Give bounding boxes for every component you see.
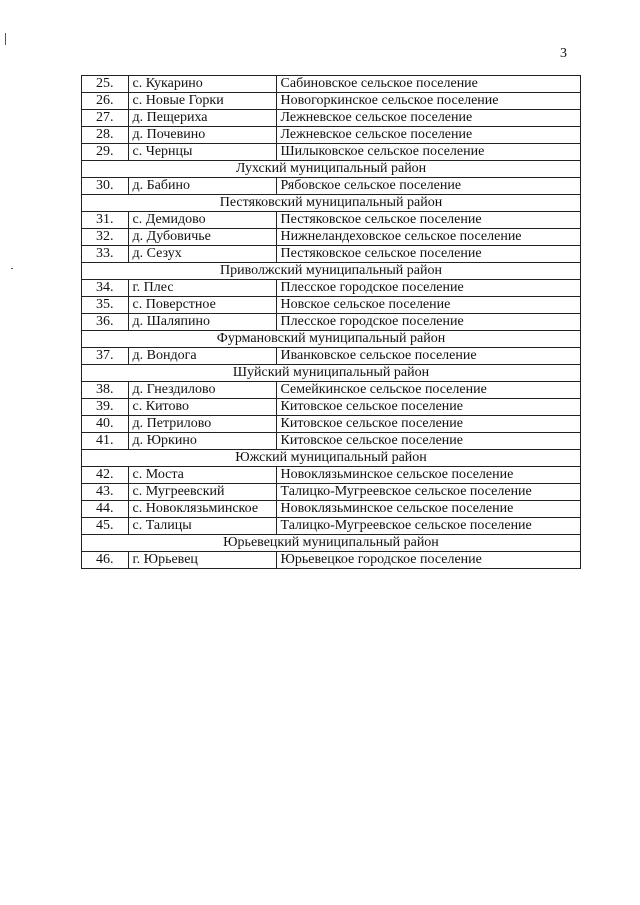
settlement-name: Пестяковское сельское поселение: [276, 212, 580, 229]
settlement-name: Шилыковское сельское поселение: [276, 144, 580, 161]
row-number: 41.: [82, 433, 129, 450]
table-row: [82, 110, 581, 127]
row-number: 37.: [82, 348, 129, 365]
settlement-name: Талицко-Мугреевское сельское поселение: [276, 518, 580, 535]
table-row: [82, 280, 581, 297]
settlement-name: Китовское сельское поселение: [276, 399, 580, 416]
locality-name: с. Моста: [128, 467, 276, 484]
settlement-name: Семейкинское сельское поселение: [276, 382, 580, 399]
locality-name: д. Дубовичье: [128, 229, 276, 246]
settlements-table: [81, 75, 581, 569]
scan-mark: [5, 33, 6, 45]
locality-name: с. Поверстное: [128, 297, 276, 314]
table-row: [82, 76, 581, 93]
settlement-name: Китовское сельское поселение: [276, 433, 580, 450]
row-number: 28.: [82, 127, 129, 144]
table-row: [82, 399, 581, 416]
locality-name: д. Юркино: [128, 433, 276, 450]
table-row: [82, 348, 581, 365]
table-row: [82, 127, 581, 144]
district-title: Пестяковский муниципальный район: [82, 195, 581, 212]
district-title: Юрьевецкий муниципальный район: [82, 535, 581, 552]
district-header-row: [82, 535, 581, 552]
locality-name: с. Мугреевский: [128, 484, 276, 501]
settlement-name: Плесское городское поселение: [276, 280, 580, 297]
scan-dot: [11, 268, 13, 269]
row-number: 29.: [82, 144, 129, 161]
row-number: 26.: [82, 93, 129, 110]
locality-name: д. Петрилово: [128, 416, 276, 433]
row-number: 38.: [82, 382, 129, 399]
settlement-name: Пестяковское сельское поселение: [276, 246, 580, 263]
district-title: Лухский муниципальный район: [82, 161, 581, 178]
table-row: [82, 552, 581, 569]
settlement-name: Новогоркинское сельское поселение: [276, 93, 580, 110]
district-title: Приволжский муниципальный район: [82, 263, 581, 280]
row-number: 27.: [82, 110, 129, 127]
locality-name: д. Почевино: [128, 127, 276, 144]
row-number: 34.: [82, 280, 129, 297]
table-row: [82, 518, 581, 535]
table-row: [82, 382, 581, 399]
table-row: [82, 467, 581, 484]
settlement-name: Новоклязьминское сельское поселение: [276, 467, 580, 484]
table-row: [82, 93, 581, 110]
locality-name: с. Новоклязьминское: [128, 501, 276, 518]
district-title: Фурмановский муниципальный район: [82, 331, 581, 348]
table-row: [82, 314, 581, 331]
locality-name: д. Шаляпино: [128, 314, 276, 331]
row-number: 46.: [82, 552, 129, 569]
locality-name: с. Кукарино: [128, 76, 276, 93]
table-row: [82, 416, 581, 433]
locality-name: с. Новые Горки: [128, 93, 276, 110]
locality-name: с. Талицы: [128, 518, 276, 535]
settlement-name: Юрьевецкое городское поселение: [276, 552, 580, 569]
settlement-name: Китовское сельское поселение: [276, 416, 580, 433]
row-number: 45.: [82, 518, 129, 535]
row-number: 36.: [82, 314, 129, 331]
table-row: [82, 501, 581, 518]
district-title: Шуйский муниципальный район: [82, 365, 581, 382]
locality-name: д. Бабино: [128, 178, 276, 195]
settlement-name: Рябовское сельское поселение: [276, 178, 580, 195]
district-header-row: [82, 161, 581, 178]
table-body: [82, 76, 581, 569]
row-number: 30.: [82, 178, 129, 195]
locality-name: г. Плес: [128, 280, 276, 297]
settlement-name: Иванковское сельское поселение: [276, 348, 580, 365]
settlement-name: Плесское городское поселение: [276, 314, 580, 331]
district-header-row: [82, 195, 581, 212]
row-number: 39.: [82, 399, 129, 416]
district-title: Южский муниципальный район: [82, 450, 581, 467]
table-row: [82, 297, 581, 314]
row-number: 25.: [82, 76, 129, 93]
row-number: 33.: [82, 246, 129, 263]
settlement-name: Новское сельское поселение: [276, 297, 580, 314]
locality-name: г. Юрьевец: [128, 552, 276, 569]
settlement-name: Лежневское сельское поселение: [276, 110, 580, 127]
locality-name: с. Демидово: [128, 212, 276, 229]
table-row: [82, 212, 581, 229]
locality-name: с. Китово: [128, 399, 276, 416]
district-header-row: [82, 450, 581, 467]
table-row: [82, 246, 581, 263]
table-row: [82, 433, 581, 450]
locality-name: д. Вондога: [128, 348, 276, 365]
locality-name: д. Пещериха: [128, 110, 276, 127]
district-header-row: [82, 331, 581, 348]
table-row: [82, 229, 581, 246]
district-header-row: [82, 365, 581, 382]
locality-name: с. Чернцы: [128, 144, 276, 161]
district-header-row: [82, 263, 581, 280]
row-number: 43.: [82, 484, 129, 501]
page-number: 3: [560, 46, 567, 61]
table-row: [82, 178, 581, 195]
row-number: 42.: [82, 467, 129, 484]
locality-name: д. Гнездилово: [128, 382, 276, 399]
row-number: 31.: [82, 212, 129, 229]
row-number: 35.: [82, 297, 129, 314]
table-row: [82, 484, 581, 501]
table-row: [82, 144, 581, 161]
locality-name: д. Сезух: [128, 246, 276, 263]
settlement-name: Нижнеландеховское сельское поселение: [276, 229, 580, 246]
settlement-name: Лежневское сельское поселение: [276, 127, 580, 144]
row-number: 40.: [82, 416, 129, 433]
settlement-name: Талицко-Мугреевское сельское поселение: [276, 484, 580, 501]
row-number: 44.: [82, 501, 129, 518]
row-number: 32.: [82, 229, 129, 246]
settlement-name: Новоклязьминское сельское поселение: [276, 501, 580, 518]
settlement-name: Сабиновское сельское поселение: [276, 76, 580, 93]
